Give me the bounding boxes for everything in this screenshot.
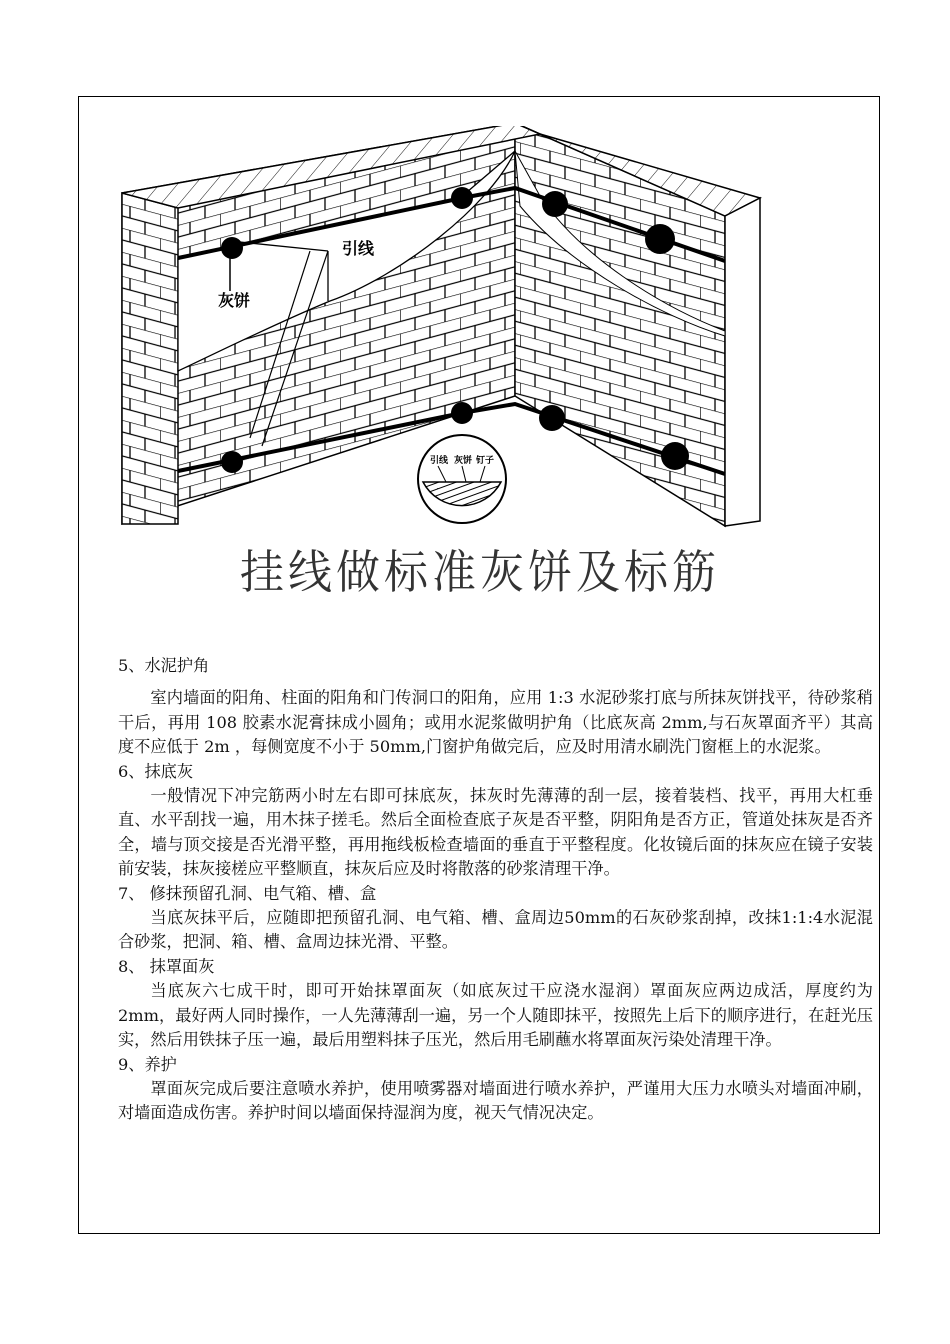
right-wall-end [725,198,760,526]
plaster-dot [542,191,568,217]
section-body: 一般情况下冲完筋两小时左右即可抹底灰，抹灰时先薄薄的刮一层，接着装档、找平，再用大杠垂直、水平刮找一遍，用木抹子搓毛。然后全面检查底子灰是否平整，阴阳角是否方正，管道处抹灰是否齐全，墙与顶交接是否光滑平整，再用拖线板检查墙面的垂直于平整程度。化妆镜后面的抹灰应在镜子安装前安装，抹灰接槎应平整顺直，抹灰后应及时将散落的砂浆清理干净。 [118,786,873,879]
plaster-dot [645,224,675,254]
section-body: 当底灰抹平后，应随即把预留孔洞、电气箱、槽、盒周边50mm的石灰砂浆刮掉，改抹1:1:4水泥混合砂浆，把洞、箱、槽、盒周边抹光滑、平整。 [118,908,873,952]
figure-title: 挂线做标准灰饼及标筋 [240,545,720,600]
section-heading: 9、养护 [118,1054,177,1074]
plaster-dot [539,405,565,431]
left-wall-end [122,193,178,524]
label-huibing: 灰饼 [218,291,251,310]
section-heading: 8、 抹罩面灰 [118,956,215,976]
plaster-dot [221,451,243,473]
detail-label-yinxian: 引线 [430,456,449,466]
section-body: 罩面灰完成后要注意喷水养护，使用喷雾器对墙面进行喷水养护，严谨用大压力水喷头对墙面冲刷，对墙面造成伤害。养护时间以墙面保持湿润为度，视天气情况决定。 [118,1078,873,1123]
section-body: 当底灰六七成干时，即可开始抹罩面灰（如底灰过干应浇水湿润）罩面灰应两边成活，厚度约为2mm，最好两人同时操作，一人先薄薄刮一遍，另一个人随即抹平，按照先上后下的顺序进行，在赶光压实，然后用铁抹子压一遍，最后用塑料抹子压光，然后用毛刷蘸水将罩面灰污染处清理干净。 [118,981,873,1050]
plaster-dot [451,402,473,424]
section-heading: 7、 修抹预留孔洞、电气箱、槽、盒 [118,883,377,903]
detail-circle [418,435,506,523]
document-body [118,654,873,1126]
label-yinxian: 引线 [342,239,375,258]
plaster-dot [661,442,689,470]
section-heading: 6、抹底灰 [118,761,194,781]
section-heading: 5、水泥护角 [118,656,210,675]
section-body: 室内墙面的阳角、柱面的阳角和门传洞口的阳角，应用 1:3 水泥砂浆打底与所抹灰饼找平，待砂浆稍干后，再用 108 胶素水泥膏抹成小圆角；或用水泥浆做明护角（比底灰高 2mm,与石灰罩面齐平）其高度不应低于 2m ，每侧宽度不小于 50mm,门窗护角做完后，应及时用清水刷洗门窗框上的水泥浆。 [118,688,873,757]
plaster-dot [451,187,473,209]
plastering-diagram [100,126,840,556]
plaster-dot [221,237,243,259]
detail-label-huibing: 灰饼 [454,456,473,466]
detail-label-dingzi: 钉子 [476,456,495,466]
